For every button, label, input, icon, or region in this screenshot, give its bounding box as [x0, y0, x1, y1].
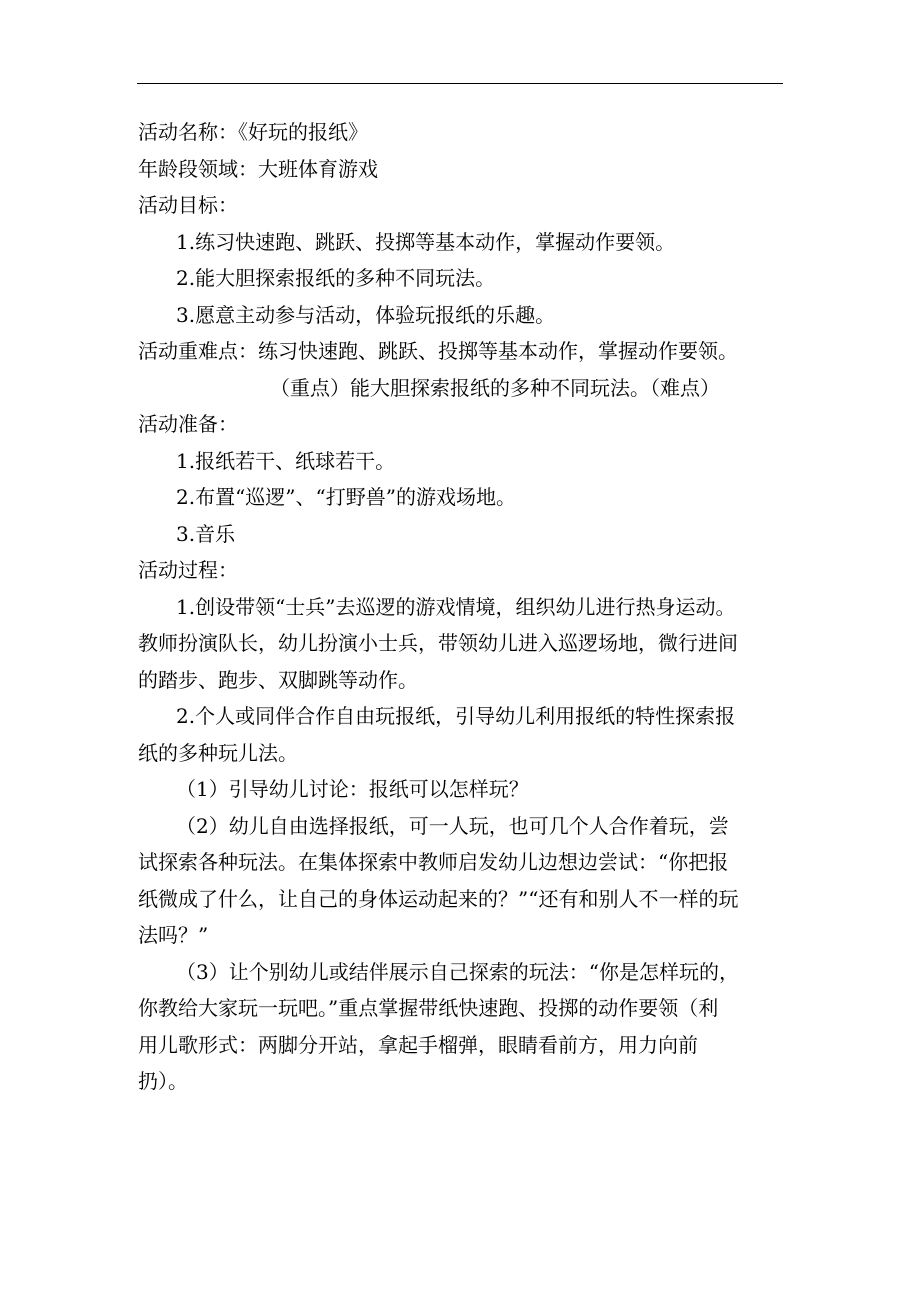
process-step-2: 2.个人或同伴合作自由玩报纸，引导幼儿利用报纸的特性探索报: [176, 704, 736, 728]
substep-2-line-3: 纸微成了什么，让自己的身体运动起来的？”“还有和别人不一样的玩: [138, 886, 739, 911]
substep-2: （2）幼儿自由选择报纸，可一人玩，也可几个人合作着玩，尝: [176, 813, 729, 838]
goal-item-1: 1.练习快速跑、跳跃、投掷等基本动作，掌握动作要领。: [176, 229, 676, 254]
substep-2-line-2: 试探索各种玩法。在集体探索中教师启发幼儿边想边尝试：“你把报: [138, 850, 729, 874]
goal-item-3: 3.愿意主动参与活动，体验玩报纸的乐趣。: [176, 302, 556, 327]
document-body: [138, 114, 798, 1100]
substep-1: （1）引导幼儿讨论：报纸可以怎样玩？: [176, 777, 529, 801]
goal-item-2: 2.能大胆探索报纸的多种不同玩法。: [176, 266, 496, 290]
age-domain: 年龄段领域：大班体育游戏: [138, 156, 378, 181]
substep-3-line-4: 扔）。: [138, 1069, 188, 1093]
header-rule: [137, 83, 783, 84]
preparation-item-2: 2.布置“巡逻”、“打野兽”的游戏场地。: [176, 485, 516, 509]
process-step-1-line-2: 教师扮演队长，幼儿扮演小士兵，带领幼儿进入巡逻场地，微行进间: [138, 631, 738, 655]
activity-name: 活动名称：《好玩的报纸》: [138, 120, 368, 144]
process-heading: 活动过程：: [138, 558, 238, 582]
preparation-item-3: 3.音乐: [176, 521, 236, 546]
key-points: 活动重难点：练习快速跑、跳跃、投掷等基本动作，掌握动作要领。: [138, 339, 738, 363]
substep-3: （3）让个别幼儿或结伴展示自己探索的玩法：“你是怎样玩的，: [176, 959, 739, 984]
substep-3-line-3: 用儿歌形式：两脚分开站，拿起手榴弹，眼睛看前方，用力向前: [138, 1032, 698, 1057]
process-step-2-line-2: 纸的多种玩儿法。: [138, 740, 298, 765]
preparation-heading: 活动准备：: [138, 412, 238, 436]
process-step-1-line-3: 的踏步、跑步、双脚跳等动作。: [138, 667, 418, 692]
key-points-continued: （重点）能大胆探索报纸的多种不同玩法。（难点）: [270, 375, 720, 400]
substep-2-line-4: 法吗？”: [138, 923, 209, 947]
preparation-item-1: 1.报纸若干、纸球若干。: [176, 448, 396, 473]
substep-3-line-2: 你教给大家玩一玩吧。”重点掌握带纸快速跑、投掷的动作要领（利: [138, 996, 719, 1020]
goals-heading: 活动目标：: [138, 193, 238, 217]
process-step-1: 1.创设带领“士兵”去巡逻的游戏情境，组织幼儿进行热身运动。: [176, 594, 736, 619]
